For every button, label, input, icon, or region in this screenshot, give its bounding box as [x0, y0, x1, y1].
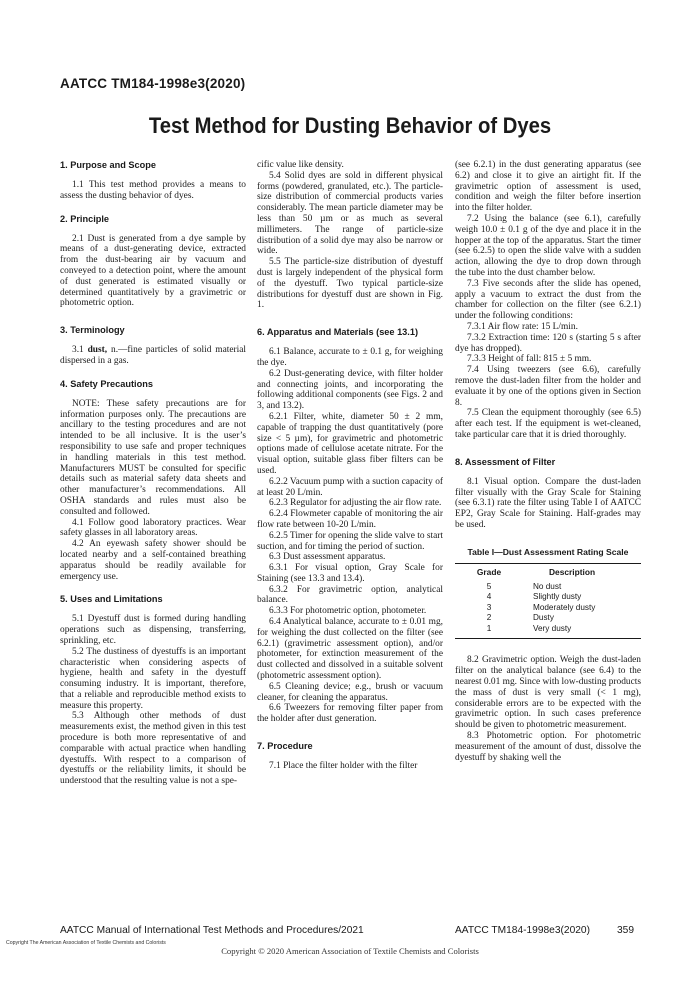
section-heading-terminology: 3. Terminology [60, 325, 125, 336]
table-row [455, 592, 641, 603]
page-number: 359 [617, 925, 634, 936]
section-heading-apparatus: 6. Apparatus and Materials (see 13.1) [257, 327, 419, 338]
paragraph-1-1: 1.1 This test method provides a means to assess the dusting behavior of dyes. [60, 180, 246, 201]
paragraph-8-3: 8.3 Photometric option. For photometric measurement of the amount of dust, dissolve the dyestuff by shaking well the [455, 731, 641, 763]
paragraph-6-3-2: 6.3.2 For gravimetric option, analytical balance. [257, 584, 443, 606]
table-row [455, 613, 641, 624]
table-header-description: Description [549, 566, 596, 577]
copyright-notice: Copyright © 2020 American Association of Textile Chemists and Colorists [221, 946, 479, 956]
paragraph-5-4: 5.4 Solid dyes are sold in different physical forms (powdered, granulated, etc.). The particle-size distribution of commercial products varies considerably. The mean particle diameter may be less than 50 µm or as much as several millimeters. The range of particle-size distribution of a solid dye may also be narrow or wide. [257, 170, 443, 257]
paragraph-7-3-1: 7.3.1 Air flow rate: 15 L/min. [467, 321, 578, 332]
table-cell-grade: 5 [486, 581, 492, 591]
paragraph-6-1: 6.1 Balance, accurate to ± 0.1 g, for weighing the dye. [257, 347, 443, 368]
table-cell-description: Moderately dusty [533, 602, 596, 612]
table-cell-description: No dust [533, 581, 562, 591]
section-heading-uses: 5. Uses and Limitations [60, 594, 163, 605]
paragraph-7-1: 7.1 Place the filter holder with the filter [269, 761, 418, 772]
table-cell-grade: 4 [486, 592, 492, 602]
paragraph-6-6: 6.6 Tweezers for removing filter paper from the holder after dust generation. [257, 703, 443, 725]
section-heading-assessment: 8. Assessment of Filter [455, 456, 556, 467]
table-cell-grade: 3 [486, 602, 492, 612]
table-row [455, 603, 641, 614]
paragraph-7-1-continued: (see 6.2.1) in the dust generating apparatus (see 6.2) and close it to give an airtight fit. If the gravimetric option of assessment is used, condition and weigh the filter before insertion into the filter holder. [455, 160, 641, 214]
table-cell-description: Slightly dusty [533, 592, 582, 602]
rating-table-grid [455, 564, 641, 635]
page-title: Test Method for Dusting Behavior of Dyes [148, 113, 552, 138]
paragraph-7-3-3: 7.3.3 Height of fall: 815 ± 5 mm. [467, 354, 592, 365]
term-definition: n.—fine particles of solid material dispersed in a gas. [60, 345, 246, 366]
paragraph-6-5: 6.5 Cleaning device; e.g., brush or vacuum cleaner, for cleaning the apparatus. [257, 681, 443, 703]
table-cell-description: Very dusty [533, 623, 572, 633]
paragraph-6-3-1: 6.3.1 For visual option, Gray Scale for Staining (see 13.3 and 13.4). [257, 563, 443, 584]
footer-standard-id [455, 925, 634, 936]
paragraph-5-3: 5.3 Although other methods of dust measurements exist, the method given in this test procedure is both more representative of and comparable with actual practice when handling dyestuffs. With respect to a comparison of dyestuffs or the reliability limits, it should be understood that the resulting value is not a spe- [60, 711, 246, 787]
column-1 [60, 160, 246, 787]
paragraph-2-1: 2.1 Dust is generated from a dye sample by means of a dust-generating device, extracted from the dust-bearing air by vacuum and conveyed to a detection point, where the amount of dust generated is estimated visually or determined quantitatively by a gravimetric or photometric option. [60, 233, 246, 309]
paragraph-6-3: 6.3 Dust assessment apparatus. [269, 552, 386, 563]
section-heading-procedure: 7. Procedure [257, 741, 313, 752]
paragraph-6-4: 6.4 Analytical balance, accurate to ± 0.01 mg, for weighing the dust collected on the filter (see 6.2.1) (gravimetric assessment option), and/or photometer, for extinction measurement of the dust collected and dissolved in a suitable solvent (photometric assessment option). [257, 617, 443, 682]
footer-id-text: AATCC TM184-1998e3(2020) [455, 925, 590, 936]
term-dust: dust, [87, 345, 108, 356]
paragraph-6-2: 6.2 Dust-generating device, with filter holder and connecting joints, and incorporating the following additional components (see Figs. 2 and 3, and 13.2). [257, 368, 443, 412]
table-title: Table I—Dust Assessment Rating Scale [467, 546, 629, 557]
paragraph-8-2: 8.2 Gravimetric option. Weigh the dust-laden filter on the analytical balance (see 6.4) to the nearest 0.01 mg. Since with low-dusting products the mass of dust is very small (< 1 mg), considerable errors are to be expected with the gravimetric option. In such cases preference should be given to photometric measurement. [455, 655, 641, 731]
paragraph-7-3-2: 7.3.2 Extraction time: 120 s (starting 5 s after dye has dropped). [455, 332, 641, 354]
paragraph-6-2-3: 6.2.3 Regulator for adjusting the air flow rate. [269, 498, 442, 509]
column-3 [455, 160, 641, 763]
paragraph-3-1 [60, 345, 246, 367]
paragraph-5-3-continued: cific value like density. [257, 160, 344, 170]
table-cell-grade: 1 [486, 623, 492, 633]
table-header-row [455, 564, 641, 582]
table-row [455, 582, 641, 593]
copyright-small: Copyright The American Association of Textile Chemists and Colorists [6, 940, 166, 946]
safety-note: NOTE: These safety precautions are for information purposes only. The precautions are ancillary to the testing procedures and are not intended to be all inclusive. It is the user’s responsibility to use safe and proper techniques in handling materials in this test method. Manufacturers MUST be consulted for specific details such as material safety data sheets and other manufacturer’s recommendations. All OSHA standards and rules must also be consulted and followed. [60, 398, 246, 517]
paragraph-6-3-3: 6.3.3 For photometric option, photometer. [269, 606, 427, 617]
rating-table [455, 547, 641, 640]
section-heading-safety: 4. Safety Precautions [60, 378, 153, 389]
section-heading-purpose: 1. Purpose and Scope [60, 160, 156, 170]
table-cell-description: Dusty [533, 613, 554, 623]
table-row [455, 624, 641, 635]
paragraph-7-3: 7.3 Five seconds after the slide has opened, apply a vacuum to extract the dust from the chamber for collection on the filter (see 6.2.1) under the following conditions: [455, 278, 641, 322]
paragraph-6-2-2: 6.2.2 Vacuum pump with a suction capacity of at least 20 L/min. [257, 476, 444, 498]
table-cell-grade: 2 [486, 613, 492, 623]
paragraph-5-5: 5.5 The particle-size distribution of dyestuff dust is largely independent of the physical form of the dyestuff. Two typical particle-size distributions for dyestuff dust are shown in Fig. 1. [257, 257, 443, 311]
paragraph-7-2: 7.2 Using the balance (see 6.1), carefully weigh 10.0 ± 0.1 g of the dye and place it in the hopper at the top of the apparatus. Start the timer (see 6.2.5) to open the slide valve with a sudden action, allowing the dye to drop down through the tube into the dust chamber below. [455, 213, 641, 278]
column-2 [257, 160, 443, 772]
paragraph-4-2: 4.2 An eyewash safety shower should be located nearby and a self-contained breathing apparatus should be readily available for emergency use. [60, 539, 246, 582]
paragraph-5-1: 5.1 Dyestuff dust is formed during handling operations such as dispensing, transferring, sprinkling, etc. [60, 614, 246, 646]
table-header-grade: Grade [476, 566, 502, 577]
term-number: 3.1 [72, 345, 84, 356]
paragraph-7-4: 7.4 Using tweezers (see 6.6), carefully remove the dust-laden filter from the holder and evaluate it by one of the options given in Section 8. [455, 365, 641, 408]
paragraph-6-2-4: 6.2.4 Flowmeter capable of monitoring the air flow rate between 10-20 L/min. [257, 509, 443, 530]
paragraph-6-2-1: 6.2.1 Filter, white, diameter 50 ± 2 mm, capable of trapping the dust quantitatively (pore size < 5 µm), for gravimetric and photometric options made of cellulose acetate nitrate. For the visual option, suitable glass fiber filters can be used. [257, 411, 443, 476]
paragraph-4-1: 4.1 Follow good laboratory practices. Wear safety glasses in all laboratory areas. [60, 517, 246, 539]
paragraph-6-2-5: 6.2.5 Timer for opening the slide valve to start suction, and for timing the period of suction. [257, 530, 443, 552]
section-heading-principle: 2. Principle [60, 213, 110, 224]
paragraph-7-5: 7.5 Clean the equipment thoroughly (see 6.5) after each test. If the equipment is wet-cleaned, take particular care that it is dried thoroughly. [455, 408, 641, 440]
standard-id: AATCC TM184-1998e3(2020) [60, 76, 246, 91]
footer-manual-title: AATCC Manual of International Test Methods and Procedures/2021 [60, 925, 364, 936]
paragraph-8-1: 8.1 Visual option. Compare the dust-laden filter visually with the Gray Scale for Staining (see 6.3.1) rate the filter using Table I of AATCC EP2, Gray Scale for Staining. Half-grades may be used. [455, 476, 641, 530]
paragraph-5-2: 5.2 The dustiness of dyestuffs is an important characteristic when considering aspects of hygiene, health and safety in the dyestuff consuming industry. It is important, therefore, that a reliable and reproducible method exists to measure this property. [60, 646, 246, 711]
